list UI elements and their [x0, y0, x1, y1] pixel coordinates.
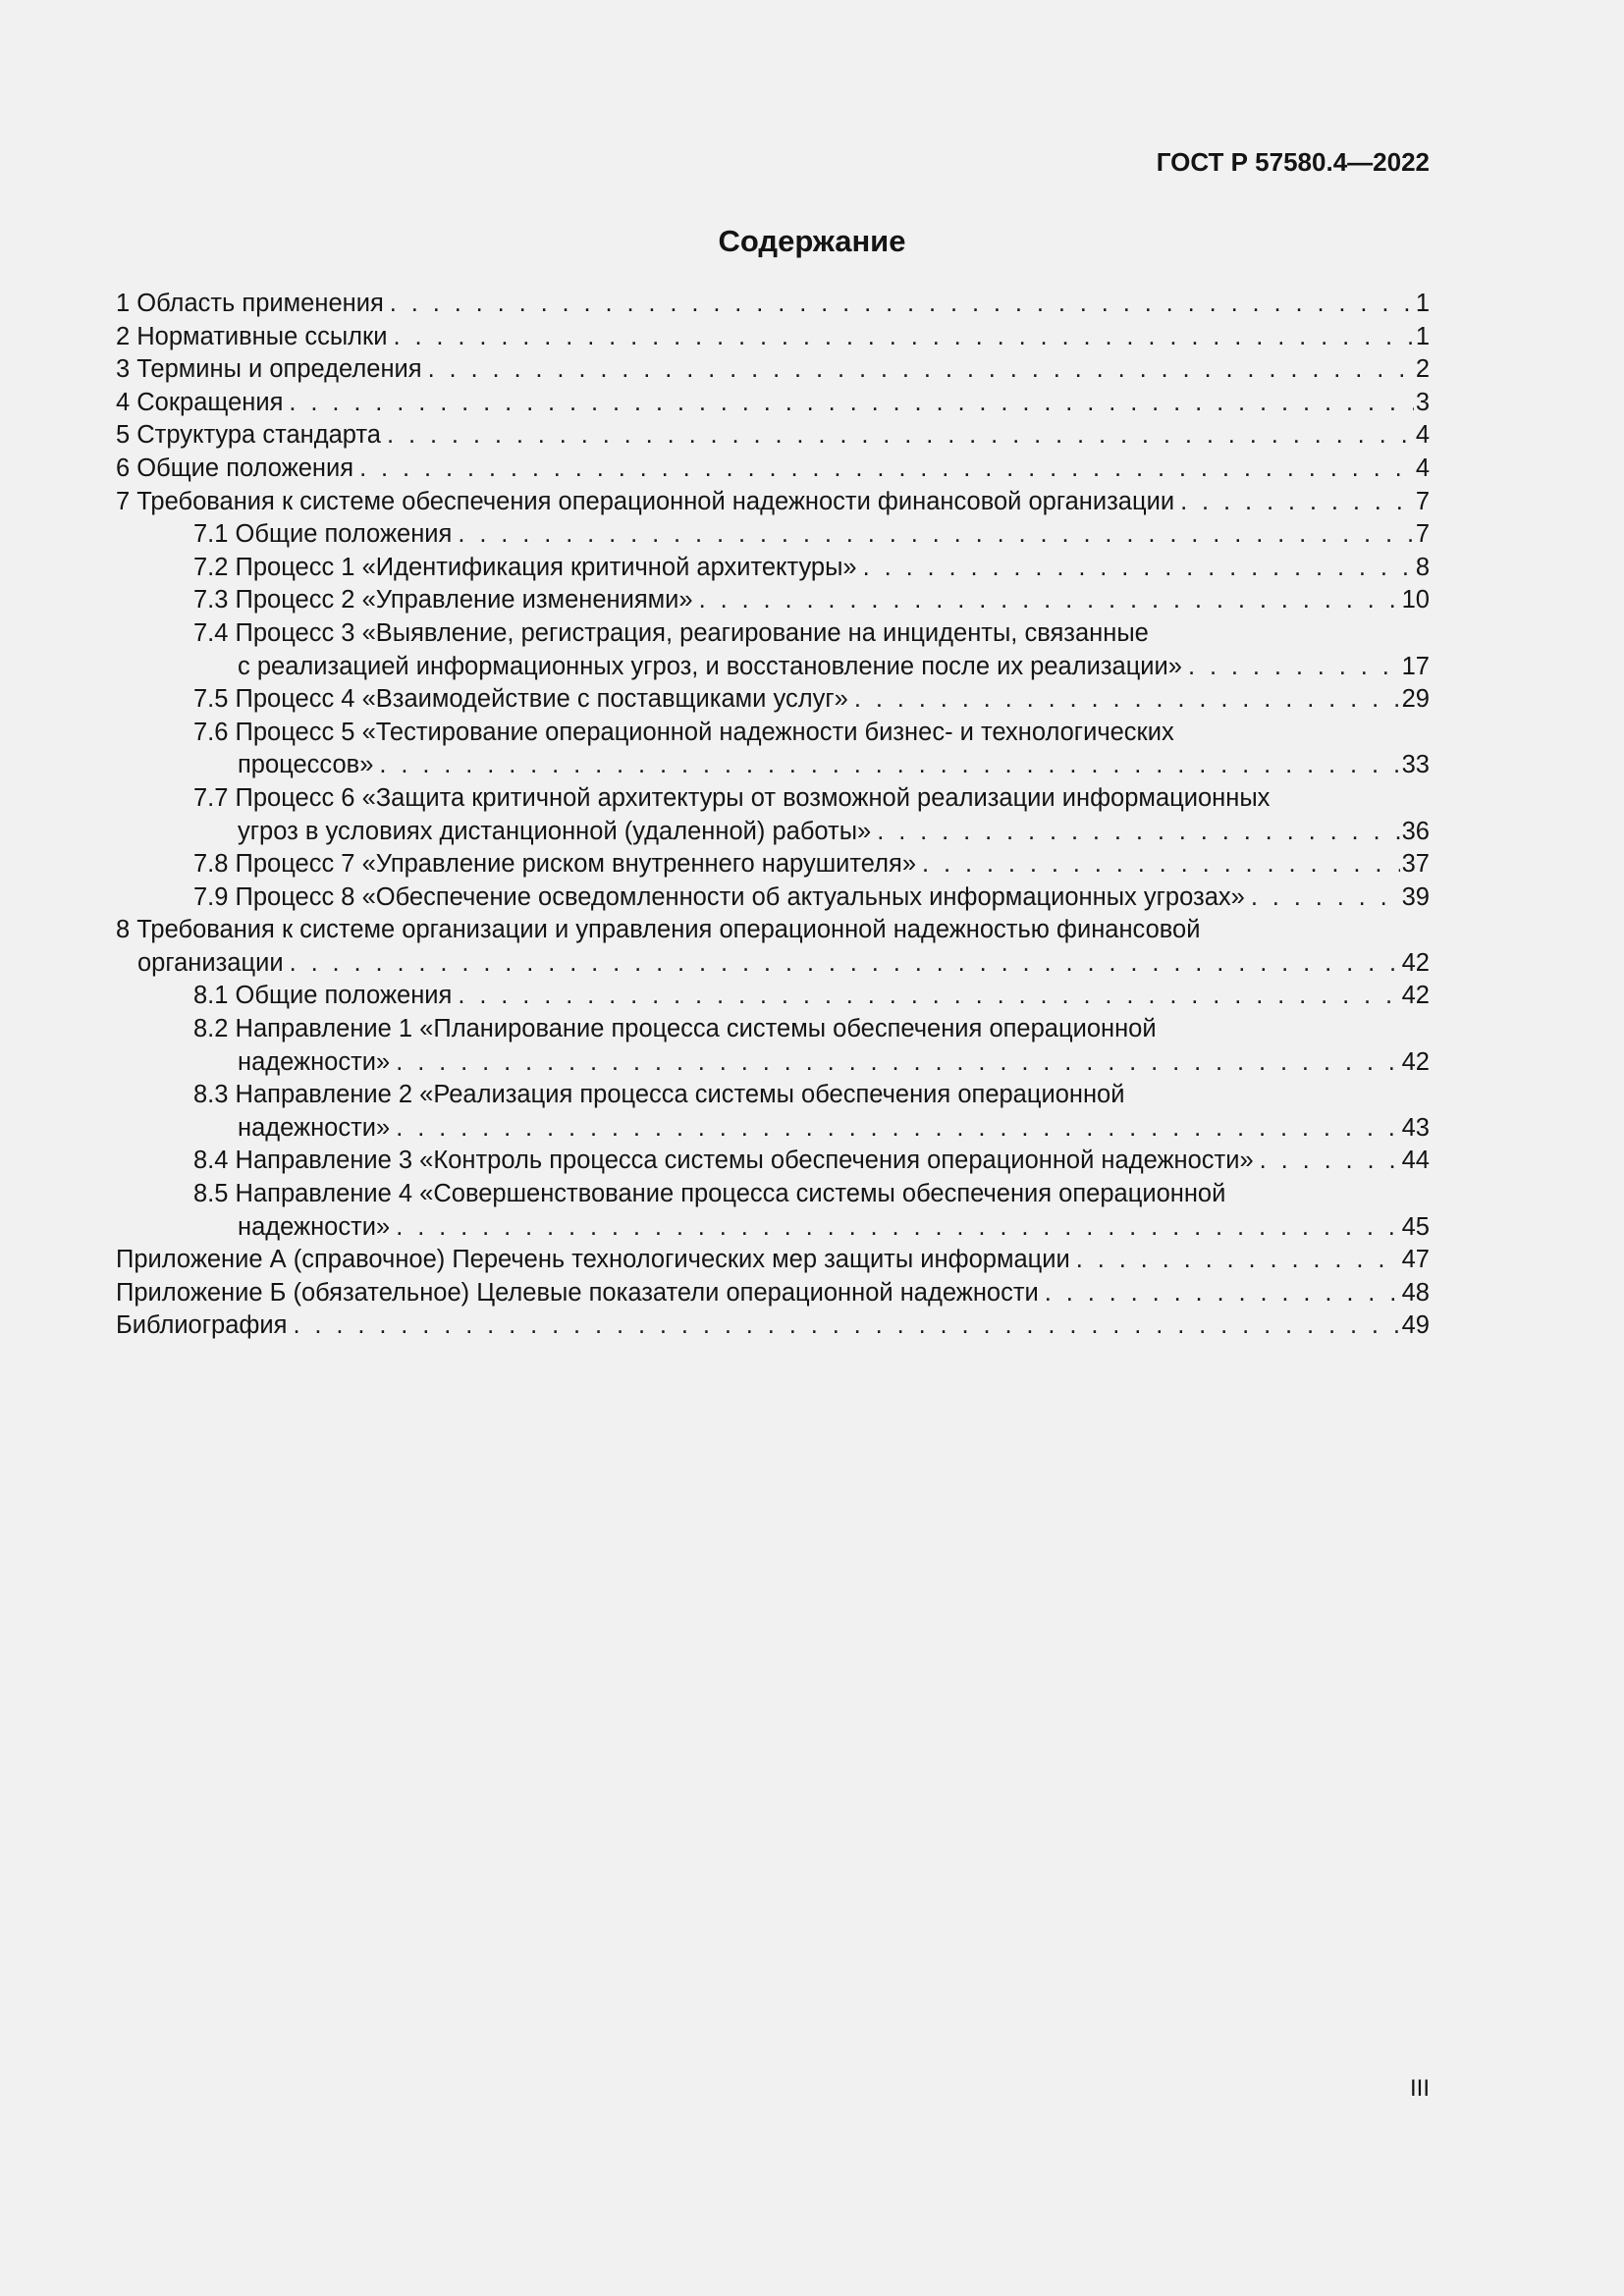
dot-leader: [293, 1309, 1399, 1343]
dot-leader: [290, 947, 1400, 981]
toc-page-number: 17: [1401, 652, 1430, 680]
dot-leader: [699, 584, 1400, 617]
dot-leader: [863, 552, 1414, 585]
dot-leader: [387, 419, 1414, 453]
toc-page-number: 1: [1415, 322, 1430, 350]
document-code: ГОСТ Р 57580.4—2022: [1156, 147, 1430, 177]
toc-entry[interactable]: [116, 914, 1430, 980]
toc-entry[interactable]: [116, 1145, 1430, 1178]
toc-page-number: 47: [1401, 1246, 1430, 1274]
toc-entry[interactable]: [116, 387, 1430, 420]
dot-leader: [396, 1211, 1399, 1245]
toc-page-number: 43: [1401, 1113, 1430, 1142]
toc-page-number: 10: [1401, 586, 1430, 614]
toc-page-number: 37: [1401, 850, 1430, 879]
dot-leader: [428, 353, 1414, 387]
toc-page-number: 7: [1415, 520, 1430, 549]
toc-entry[interactable]: [116, 584, 1430, 617]
toc-page-number: 7: [1415, 487, 1430, 515]
dot-leader: [1188, 651, 1400, 684]
toc-entry[interactable]: [116, 1013, 1430, 1079]
toc-entry-title: угроз в условиях дистанционной (удаленной) работы»: [238, 817, 872, 845]
dot-leader: [396, 1046, 1399, 1080]
toc-entry[interactable]: [116, 1178, 1430, 1244]
toc-entry-title: 7.8 Процесс 7 «Управление риском внутреннего нарушителя»: [193, 850, 917, 879]
toc-entry-title: 8.4 Направление 3 «Контроль процесса системы обеспечения операционной надежности»: [193, 1147, 1254, 1175]
toc-entry-title: 7.4 Процесс 3 «Выявление, регистрация, реагирование на инциденты, связанные: [193, 618, 1149, 647]
toc-entry[interactable]: [116, 1244, 1430, 1277]
toc-entry-title: 4 Сокращения: [116, 388, 284, 416]
toc-entry[interactable]: [116, 848, 1430, 881]
dot-leader: [854, 683, 1400, 717]
toc-page-number: 45: [1401, 1212, 1430, 1241]
dot-leader: [922, 848, 1400, 881]
toc-entry-title: 7.3 Процесс 2 «Управление изменениями»: [193, 586, 693, 614]
dot-leader: [877, 816, 1399, 849]
dot-leader: [396, 1112, 1399, 1146]
toc-entry-title: 1 Область применения: [116, 290, 384, 317]
toc-entry[interactable]: [116, 1277, 1430, 1310]
toc-page-number: 29: [1401, 685, 1430, 714]
toc-entry-title: 7.6 Процесс 5 «Тестирование операционной надежности бизнес- и технологических: [193, 718, 1174, 746]
toc-entry[interactable]: [116, 1309, 1430, 1343]
toc-entry[interactable]: [116, 782, 1430, 848]
toc-page-number: 44: [1401, 1147, 1430, 1175]
toc-entry[interactable]: [116, 419, 1430, 453]
toc-page-number: 39: [1401, 882, 1430, 911]
table-of-contents: [116, 288, 1430, 1343]
toc-entry[interactable]: [116, 717, 1430, 782]
dot-leader: [458, 980, 1399, 1013]
toc-entry-title: 8 Требования к системе организации и управления операционной надежностью финансовой: [116, 916, 1201, 944]
page-number: III: [1409, 2075, 1430, 2102]
toc-entry[interactable]: [116, 321, 1430, 354]
toc-entry-title: организации: [137, 948, 284, 977]
dot-leader: [1260, 1145, 1400, 1178]
toc-page-number: 42: [1401, 1047, 1430, 1076]
toc-entry-title: 7.2 Процесс 1 «Идентификация критичной архитектуры»: [193, 553, 857, 581]
dot-leader: [393, 321, 1413, 354]
dot-leader: [1251, 881, 1400, 915]
toc-entry[interactable]: [116, 353, 1430, 387]
toc-entry-title: 2 Нормативные ссылки: [116, 322, 388, 350]
toc-page-number: 36: [1401, 817, 1430, 845]
toc-page-number: 2: [1415, 355, 1430, 384]
toc-entry-title: 7.1 Общие положения: [193, 520, 453, 549]
toc-entry-title: надежности»: [238, 1113, 391, 1142]
toc-page-number: 4: [1415, 454, 1430, 482]
toc-page-number: 49: [1401, 1311, 1430, 1340]
toc-entry[interactable]: [116, 288, 1430, 321]
toc-entry-title: 8.1 Общие положения: [193, 982, 453, 1010]
toc-entry-title: 8.3 Направление 2 «Реализация процесса системы обеспечения операционной: [193, 1081, 1125, 1109]
toc-page-number: 3: [1415, 388, 1430, 416]
toc-page-number: 8: [1415, 553, 1430, 581]
toc-entry-title: 7.7 Процесс 6 «Защита критичной архитектуры от возможной реализации информационных: [193, 783, 1271, 812]
toc-entry[interactable]: [116, 486, 1430, 519]
toc-title: Содержание: [718, 224, 906, 258]
toc-entry[interactable]: [116, 1079, 1430, 1145]
toc-entry[interactable]: [116, 683, 1430, 717]
toc-entry-title: процессов»: [238, 751, 374, 779]
toc-entry-title: 6 Общие положения: [116, 454, 354, 482]
toc-entry[interactable]: [116, 552, 1430, 585]
toc-entry-title: 7.9 Процесс 8 «Обеспечение осведомленности об актуальных информационных угрозах»: [193, 882, 1245, 911]
toc-entry-title: 8.5 Направление 4 «Совершенствование процесса системы обеспечения операционной: [193, 1180, 1226, 1208]
toc-page-number: 48: [1401, 1278, 1430, 1307]
toc-entry-title: надежности»: [238, 1212, 391, 1241]
dot-leader: [1076, 1244, 1400, 1277]
toc-entry-title: Приложение А (справочное) Перечень технологических мер защиты информации: [116, 1246, 1070, 1274]
toc-page-number: 42: [1401, 982, 1430, 1010]
toc-entry-title: 5 Структура стандарта: [116, 421, 381, 450]
toc-entry-title: 3 Термины и определения: [116, 355, 422, 384]
toc-entry[interactable]: [116, 881, 1430, 915]
dot-leader: [390, 288, 1414, 321]
toc-entry-title: Библиография: [116, 1311, 288, 1340]
dot-leader: [1045, 1277, 1400, 1310]
dot-leader: [359, 453, 1414, 486]
toc-page-number: 42: [1401, 948, 1430, 977]
toc-entry[interactable]: [116, 453, 1430, 486]
toc-entry-title: с реализацией информационных угроз, и восстановление после их реализации»: [238, 652, 1182, 680]
dot-leader: [289, 387, 1413, 420]
toc-entry-title: надежности»: [238, 1047, 391, 1076]
dot-leader: [458, 518, 1413, 552]
toc-entry[interactable]: [116, 518, 1430, 552]
toc-entry-title: 8.2 Направление 1 «Планирование процесса системы обеспечения операционной: [193, 1015, 1157, 1043]
toc-page-number: 1: [1415, 290, 1430, 317]
toc-page-number: 4: [1415, 421, 1430, 450]
toc-entry-title: 7 Требования к системе обеспечения операционной надежности финансовой организации: [116, 487, 1175, 515]
toc-entry[interactable]: [116, 980, 1430, 1013]
dot-leader: [1180, 486, 1414, 519]
toc-entry-title: 7.5 Процесс 4 «Взаимодействие с поставщиками услуг»: [193, 685, 848, 714]
toc-entry-title: Приложение Б (обязательное) Целевые показатели операционной надежности: [116, 1278, 1039, 1307]
toc-page-number: 33: [1401, 751, 1430, 779]
toc-entry[interactable]: [116, 617, 1430, 683]
dot-leader: [379, 749, 1399, 782]
